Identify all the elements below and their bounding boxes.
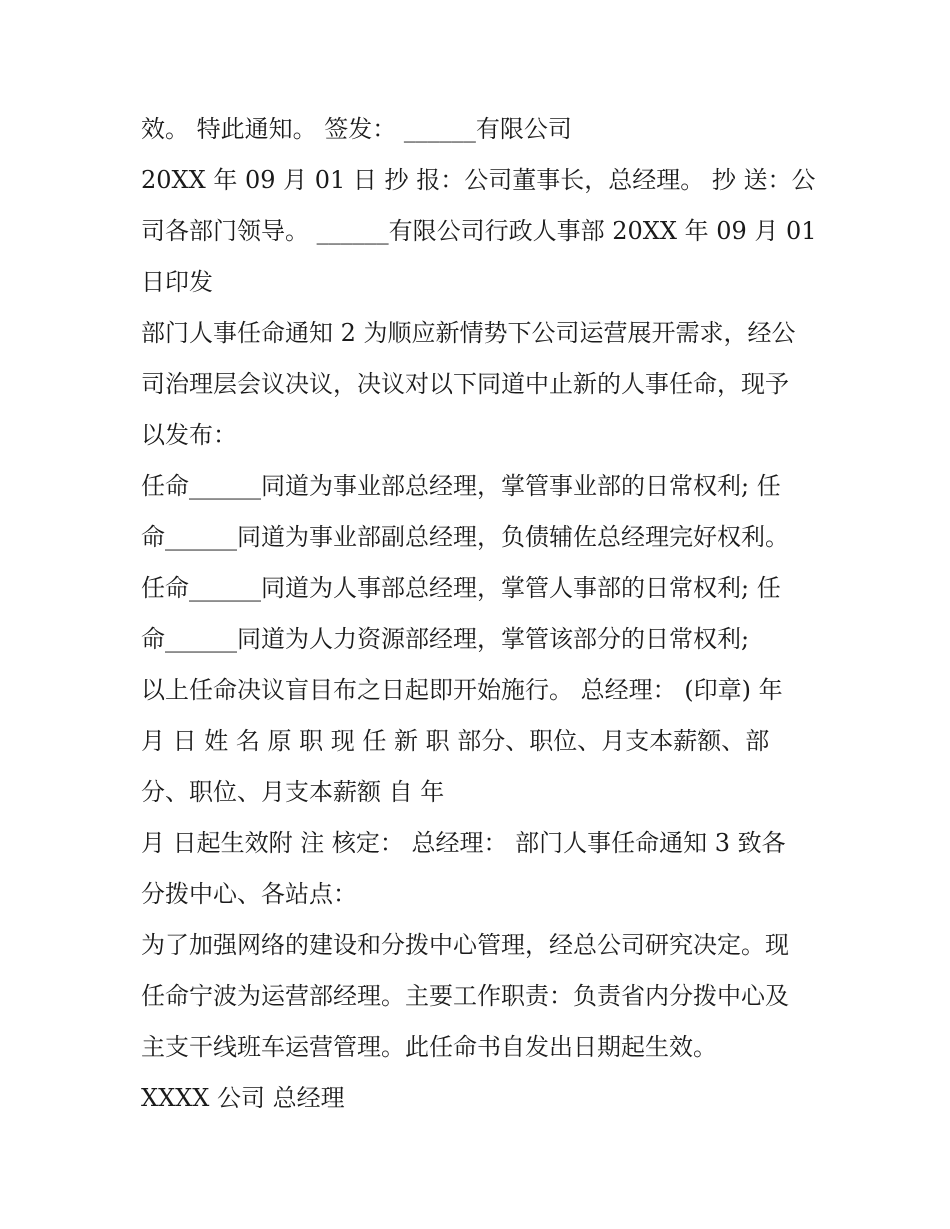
text-line-7: 以发布： xyxy=(141,421,237,449)
text-line-6: 司治理层会议决议，决议对以下同道中止新的人事任命，现予 xyxy=(141,370,789,398)
text-line-16: 分拨中心、各站点： xyxy=(141,880,357,908)
text-line-11: 命______同道为人力资源部经理，掌管该部分的日常权利; xyxy=(141,625,750,653)
text-line-20: XXXX 公司 总经理 xyxy=(141,1084,345,1112)
document-body xyxy=(141,104,821,1124)
text-line-14: 分、职位、月支本薪额 自 年 xyxy=(141,778,445,806)
text-line-5: 部门人事任命通知 2 为顺应新情势下公司运营展开需求，经公 xyxy=(141,319,796,347)
text-line-18: 任命宁波为运营部经理。主要工作职责：负责省内分拨中心及 xyxy=(141,982,789,1010)
text-line-3: 司各部门领导。 ______有限公司行政人事部 20XX 年 09 月 01 xyxy=(141,217,817,245)
text-line-13: 月 日 姓 名 原 职 现 任 新 职 部分、职位、月支本薪额、部 xyxy=(141,727,770,755)
text-line-15: 月 日起生效附 注 核定： 总经理： 部门人事任命通知 3 致各 xyxy=(141,829,786,857)
text-line-19: 主支干线班车运营管理。此任命书自发出日期起生效。 xyxy=(141,1033,717,1061)
text-line-10: 任命______同道为人事部总经理，掌管人事部的日常权利; 任 xyxy=(141,574,781,602)
text-line-12: 以上任命决议盲目布之日起即开始施行。 总经理： (印章) 年 xyxy=(141,676,783,704)
text-line-8: 任命______同道为事业部总经理，掌管事业部的日常权利; 任 xyxy=(141,472,781,500)
text-line-1: 效。 特此通知。 签发： ______有限公司 xyxy=(141,115,572,143)
text-line-17: 为了加强网络的建设和分拨中心管理，经总公司研究决定。现 xyxy=(141,931,789,959)
text-line-4: 日印发 xyxy=(141,268,213,296)
text-line-2: 20XX 年 09 月 01 日 抄 报：公司董事长，总经理。 抄 送：公 xyxy=(141,166,816,194)
text-line-9: 命______同道为事业部副总经理，负债辅佐总经理完好权利。 xyxy=(141,523,789,551)
